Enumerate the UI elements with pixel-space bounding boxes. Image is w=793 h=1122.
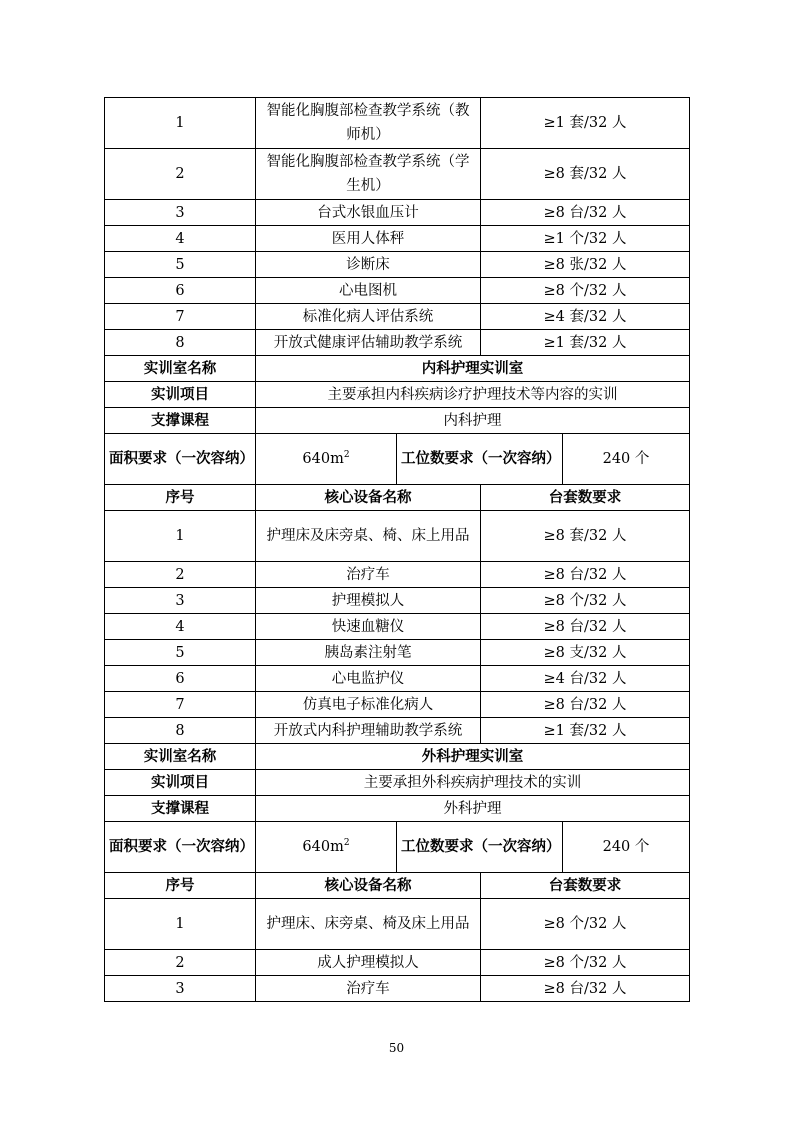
- equipment-header: 核心设备名称: [256, 485, 481, 511]
- capacity-row: [105, 434, 690, 485]
- equipment-header: 核心设备名称: [256, 873, 481, 899]
- seq-cell: 8: [105, 330, 256, 356]
- table-row: [105, 252, 690, 278]
- header-row: [105, 485, 690, 511]
- quantity-header: 台套数要求: [481, 485, 690, 511]
- page-number: 50: [388, 1041, 405, 1055]
- lab-name-value: 内科护理实训室: [256, 356, 690, 382]
- quantity-cell: ≥8 台/32 人: [481, 692, 690, 718]
- seq-cell: 2: [105, 149, 256, 200]
- table-row: [105, 511, 690, 562]
- equipment-name-cell: 护理床、床旁桌、椅及床上用品: [256, 899, 481, 950]
- seq-cell: 2: [105, 562, 256, 588]
- table-row: [105, 718, 690, 744]
- table-row: [105, 640, 690, 666]
- seq-header: 序号: [105, 873, 256, 899]
- seq-cell: 8: [105, 718, 256, 744]
- area-label: 面积要求（一次容纳）: [105, 434, 256, 485]
- equipment-name-cell: 成人护理模拟人: [256, 950, 481, 976]
- capacity-row: [105, 822, 690, 873]
- table-row: [105, 950, 690, 976]
- seq-cell: 7: [105, 304, 256, 330]
- equipment-name-cell: 治疗车: [256, 976, 481, 1002]
- quantity-cell: ≥8 个/32 人: [481, 588, 690, 614]
- table-row: [105, 692, 690, 718]
- quantity-cell: ≥1 套/32 人: [481, 330, 690, 356]
- lab-name-label: 实训室名称: [105, 744, 256, 770]
- quantity-cell: ≥4 台/32 人: [481, 666, 690, 692]
- project-row: [105, 770, 690, 796]
- quantity-cell: ≥1 个/32 人: [481, 226, 690, 252]
- equipment-name-cell: 标准化病人评估系统: [256, 304, 481, 330]
- course-row: [105, 796, 690, 822]
- seq-cell: 5: [105, 252, 256, 278]
- quantity-cell: ≥4 套/32 人: [481, 304, 690, 330]
- equipment-name-cell: 仿真电子标准化病人: [256, 692, 481, 718]
- quantity-cell: ≥8 个/32 人: [481, 278, 690, 304]
- seq-cell: 5: [105, 640, 256, 666]
- stations-value: 240 个: [563, 434, 690, 485]
- quantity-header: 台套数要求: [481, 873, 690, 899]
- equipment-name-cell: 诊断床: [256, 252, 481, 278]
- table-row: [105, 200, 690, 226]
- equipment-name-cell: 护理模拟人: [256, 588, 481, 614]
- stations-value: 240 个: [563, 822, 690, 873]
- quantity-cell: ≥8 个/32 人: [481, 899, 690, 950]
- quantity-cell: ≥8 套/32 人: [481, 511, 690, 562]
- table-row: [105, 304, 690, 330]
- seq-cell: 4: [105, 614, 256, 640]
- stations-label: 工位数要求（一次容纳）: [397, 434, 563, 485]
- quantity-cell: ≥8 台/32 人: [481, 614, 690, 640]
- project-label: 实训项目: [105, 382, 256, 408]
- area-label: 面积要求（一次容纳）: [105, 822, 256, 873]
- area-value: $640m^2$: [256, 434, 397, 485]
- area-value: $640m^2$: [256, 822, 397, 873]
- quantity-cell: ≥8 套/32 人: [481, 149, 690, 200]
- course-value: 外科护理: [256, 796, 690, 822]
- seq-cell: 1: [105, 899, 256, 950]
- project-value: 主要承担外科疾病护理技术的实训: [256, 770, 690, 796]
- lab-name-row: [105, 356, 690, 382]
- seq-cell: 6: [105, 666, 256, 692]
- equipment-name-cell: 开放式内科护理辅助教学系统: [256, 718, 481, 744]
- lab-name-label: 实训室名称: [105, 356, 256, 382]
- course-label: 支撑课程: [105, 796, 256, 822]
- seq-cell: 1: [105, 98, 256, 149]
- equipment-name-cell: 治疗车: [256, 562, 481, 588]
- table-row: [105, 98, 690, 149]
- table-row: [105, 562, 690, 588]
- quantity-cell: ≥8 台/32 人: [481, 200, 690, 226]
- equipment-name-cell: 开放式健康评估辅助教学系统: [256, 330, 481, 356]
- seq-cell: 6: [105, 278, 256, 304]
- course-row: [105, 408, 690, 434]
- equipment-name-cell: 快速血糖仪: [256, 614, 481, 640]
- quantity-cell: ≥8 张/32 人: [481, 252, 690, 278]
- seq-cell: 3: [105, 976, 256, 1002]
- lab-name-row: [105, 744, 690, 770]
- seq-cell: 2: [105, 950, 256, 976]
- table-row: [105, 614, 690, 640]
- equipment-table: [104, 97, 690, 1002]
- equipment-name-cell: 心电监护仪: [256, 666, 481, 692]
- equipment-name-cell: 台式水银血压计: [256, 200, 481, 226]
- table-row: [105, 226, 690, 252]
- table-row: [105, 899, 690, 950]
- project-label: 实训项目: [105, 770, 256, 796]
- course-label: 支撑课程: [105, 408, 256, 434]
- header-row: [105, 873, 690, 899]
- quantity-cell: ≥8 台/32 人: [481, 976, 690, 1002]
- table-row: [105, 330, 690, 356]
- project-row: [105, 382, 690, 408]
- seq-cell: 3: [105, 588, 256, 614]
- project-value: 主要承担内科疾病诊疗护理技术等内容的实训: [256, 382, 690, 408]
- course-value: 内科护理: [256, 408, 690, 434]
- seq-cell: 3: [105, 200, 256, 226]
- table-row: [105, 278, 690, 304]
- quantity-cell: ≥1 套/32 人: [481, 718, 690, 744]
- equipment-name-cell: 胰岛素注射笔: [256, 640, 481, 666]
- equipment-name-cell: 智能化胸腹部检查教学系统（教师机）: [256, 98, 481, 149]
- quantity-cell: ≥8 台/32 人: [481, 562, 690, 588]
- quantity-cell: ≥1 套/32 人: [481, 98, 690, 149]
- quantity-cell: ≥8 个/32 人: [481, 950, 690, 976]
- seq-cell: 4: [105, 226, 256, 252]
- table-row: [105, 149, 690, 200]
- stations-label: 工位数要求（一次容纳）: [397, 822, 563, 873]
- table-row: [105, 588, 690, 614]
- equipment-name-cell: 心电图机: [256, 278, 481, 304]
- seq-cell: 7: [105, 692, 256, 718]
- seq-header: 序号: [105, 485, 256, 511]
- lab-name-value: 外科护理实训室: [256, 744, 690, 770]
- table-row: [105, 666, 690, 692]
- table-row: [105, 976, 690, 1002]
- seq-cell: 1: [105, 511, 256, 562]
- equipment-name-cell: 护理床及床旁桌、椅、床上用品: [256, 511, 481, 562]
- equipment-name-cell: 医用人体秤: [256, 226, 481, 252]
- quantity-cell: ≥8 支/32 人: [481, 640, 690, 666]
- equipment-name-cell: 智能化胸腹部检查教学系统（学生机）: [256, 149, 481, 200]
